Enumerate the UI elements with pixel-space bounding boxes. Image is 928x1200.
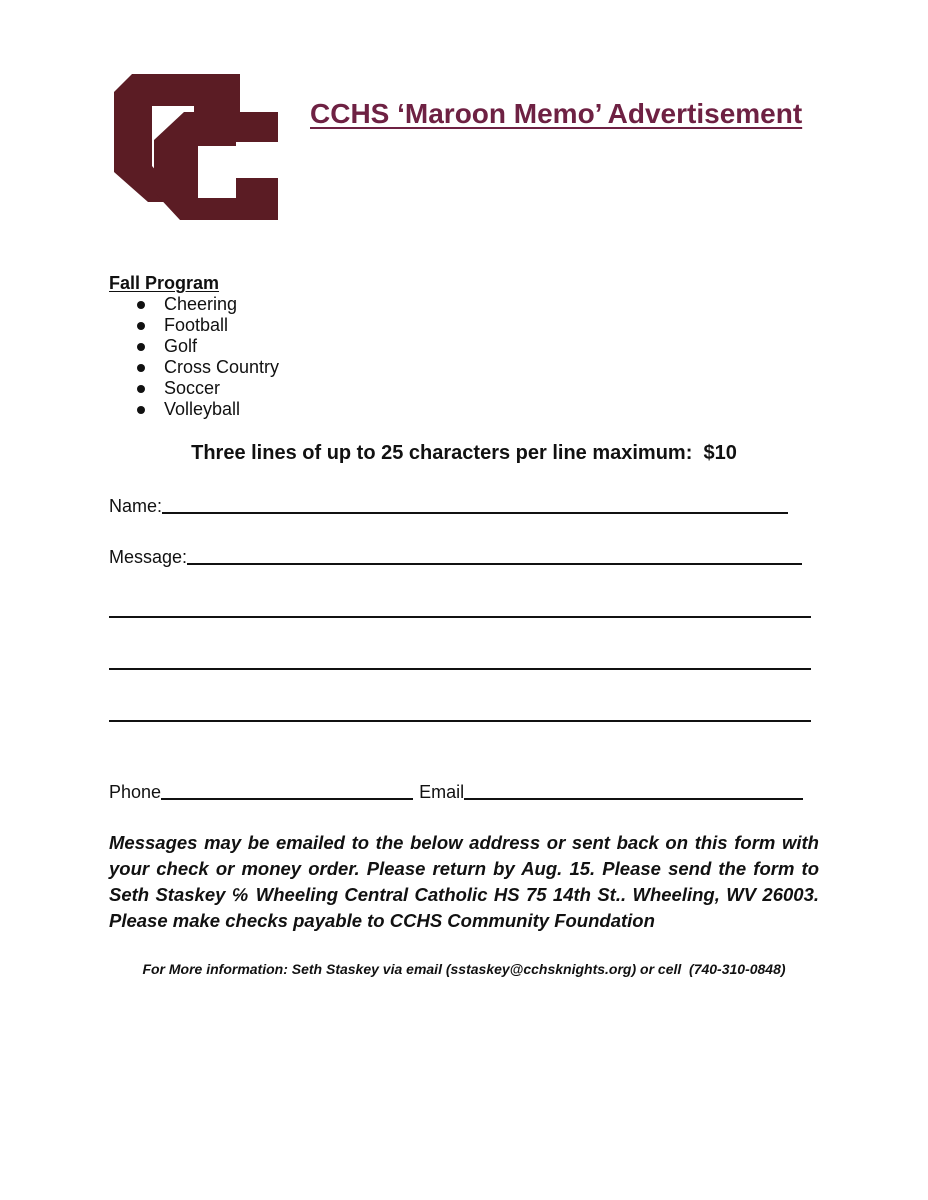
list-item — [110, 378, 279, 399]
list-item — [110, 357, 279, 378]
name-field[interactable] — [162, 494, 788, 514]
message-field-line-4[interactable] — [109, 720, 811, 722]
program-heading: Fall Program — [109, 273, 220, 293]
bullet-icon — [137, 406, 145, 414]
email-label: Email — [419, 782, 465, 802]
bullet-icon — [137, 343, 145, 351]
cc-monogram-logo — [110, 70, 282, 227]
contact-row — [109, 780, 803, 803]
sport-label: Cheering — [164, 294, 238, 314]
bullet-icon — [137, 322, 145, 330]
bullet-icon — [137, 364, 145, 372]
message-field-line-2[interactable] — [109, 616, 811, 618]
message-label: Message: — [109, 547, 188, 567]
bullet-icon — [137, 301, 145, 309]
sport-label: Soccer — [164, 378, 221, 398]
bullet-icon — [137, 385, 145, 393]
list-item — [110, 336, 279, 357]
sport-label: Football — [164, 315, 229, 335]
pricing-line: Three lines of up to 25 characters per line maximum: $10 — [191, 442, 737, 464]
phone-label: Phone — [109, 782, 162, 802]
sport-label: Cross Country — [164, 357, 280, 377]
contact-info: For More information: Seth Staskey via email (sstaskey@cchsknights.org) or cell (740-310-0848) — [142, 961, 786, 977]
instructions-paragraph: Messages may be emailed to the below address or sent back on this form with your check or money order. Please return by Aug. 15. Please send the form to Seth Staskey ℅ Wheeling Central Catholic HS 75 14th St.. Wheeling, WV 26003. Please make checks payable to CCHS Community Foundation — [109, 832, 819, 931]
sport-list — [110, 294, 279, 420]
name-label: Name: — [109, 496, 163, 516]
sport-label: Volleyball — [164, 399, 241, 419]
phone-field[interactable] — [161, 780, 413, 800]
message-field-line-3[interactable] — [109, 668, 811, 670]
email-field[interactable] — [464, 780, 803, 800]
name-row — [109, 494, 788, 517]
message-row — [109, 545, 802, 568]
list-item — [110, 294, 279, 315]
list-item — [110, 399, 279, 420]
message-field-line-1[interactable] — [187, 545, 802, 565]
page-title: CCHS ‘Maroon Memo’ Advertisement — [310, 98, 803, 129]
list-item — [110, 315, 279, 336]
sport-label: Golf — [164, 336, 198, 356]
